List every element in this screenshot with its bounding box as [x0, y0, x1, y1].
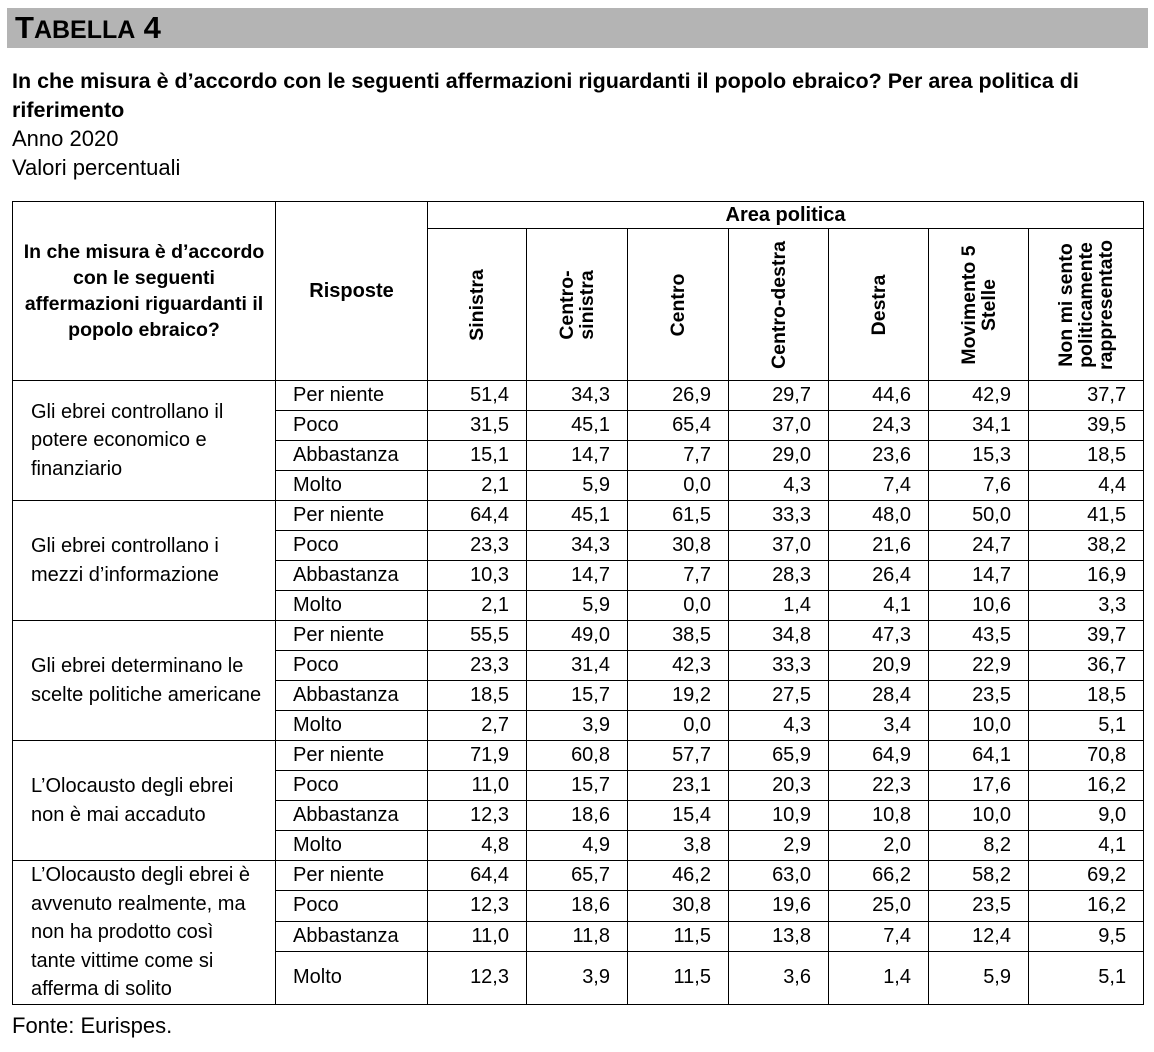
value-cell: 49,0 [527, 621, 628, 651]
table-row [13, 381, 1144, 411]
value-cell: 31,5 [428, 411, 527, 441]
value-cell: 14,7 [527, 441, 628, 471]
value-cell: 42,9 [929, 381, 1029, 411]
value-cell: 27,5 [729, 681, 829, 711]
value-cell: 5,9 [929, 951, 1029, 1004]
value-cell: 10,8 [829, 801, 929, 831]
header-question: In che misura è d’accordo con le seguenti affermazioni riguardanti il popolo ebraico? [13, 202, 276, 381]
column-header-label: Centro- sinistra [556, 269, 598, 340]
value-cell: 7,7 [628, 561, 729, 591]
value-cell: 4,9 [527, 831, 628, 861]
value-cell: 71,9 [428, 741, 527, 771]
column-header-label: Destra [867, 274, 890, 335]
column-header [729, 229, 829, 381]
value-cell: 26,4 [829, 561, 929, 591]
value-cell: 7,7 [628, 441, 729, 471]
value-cell: 10,6 [929, 591, 1029, 621]
value-cell: 22,9 [929, 651, 1029, 681]
value-cell: 28,4 [829, 681, 929, 711]
value-cell: 63,0 [729, 861, 829, 891]
value-cell: 69,2 [1029, 861, 1144, 891]
table-row [13, 621, 1144, 651]
value-cell: 2,9 [729, 831, 829, 861]
value-cell: 10,3 [428, 561, 527, 591]
value-cell: 48,0 [829, 501, 929, 531]
value-cell: 18,5 [1029, 441, 1144, 471]
value-cell: 12,3 [428, 801, 527, 831]
value-cell: 0,0 [628, 711, 729, 741]
column-header [428, 229, 527, 381]
column-header [628, 229, 729, 381]
answer-cell: Molto [276, 711, 428, 741]
value-cell: 15,4 [628, 801, 729, 831]
value-cell: 23,5 [929, 891, 1029, 921]
answer-cell: Abbastanza [276, 441, 428, 471]
value-cell: 5,1 [1029, 711, 1144, 741]
table-row [13, 741, 1144, 771]
value-cell: 65,4 [628, 411, 729, 441]
statement-cell: Gli ebrei controllano il potere economico e finanziario [13, 381, 276, 501]
value-cell: 4,1 [1029, 831, 1144, 861]
value-cell: 23,1 [628, 771, 729, 801]
value-cell: 65,9 [729, 741, 829, 771]
value-cell: 15,7 [527, 681, 628, 711]
value-cell: 20,9 [829, 651, 929, 681]
value-cell: 7,4 [829, 921, 929, 951]
value-cell: 12,3 [428, 951, 527, 1004]
value-cell: 19,6 [729, 891, 829, 921]
value-cell: 60,8 [527, 741, 628, 771]
value-cell: 47,3 [829, 621, 929, 651]
value-cell: 11,0 [428, 921, 527, 951]
value-cell: 51,4 [428, 381, 527, 411]
column-header-label: Centro [667, 273, 689, 336]
answer-cell: Poco [276, 651, 428, 681]
source-note: Fonte: Eurispes. [12, 1013, 173, 1038]
value-cell: 4,8 [428, 831, 527, 861]
value-cell: 18,6 [527, 891, 628, 921]
answer-cell: Poco [276, 531, 428, 561]
column-header [829, 229, 929, 381]
value-cell: 23,3 [428, 651, 527, 681]
table-title [15, 10, 161, 45]
value-cell: 11,8 [527, 921, 628, 951]
value-cell: 58,2 [929, 861, 1029, 891]
value-cell: 4,4 [1029, 471, 1144, 501]
value-cell: 2,1 [428, 471, 527, 501]
header-area: Area politica [428, 202, 1144, 229]
value-cell: 43,5 [929, 621, 1029, 651]
value-cell: 17,6 [929, 771, 1029, 801]
value-cell: 13,8 [729, 921, 829, 951]
value-cell: 11,0 [428, 771, 527, 801]
statement-cell: Gli ebrei determinano le scelte politiche americane [13, 621, 276, 741]
value-cell: 12,3 [428, 891, 527, 921]
value-cell: 28,3 [729, 561, 829, 591]
value-cell: 15,1 [428, 441, 527, 471]
value-cell: 18,6 [527, 801, 628, 831]
value-cell: 10,9 [729, 801, 829, 831]
value-cell: 11,5 [628, 921, 729, 951]
value-cell: 19,2 [628, 681, 729, 711]
column-header-label: Non mi sento politicamente rappresentato [1055, 239, 1118, 370]
value-cell: 10,0 [929, 711, 1029, 741]
answer-cell: Abbastanza [276, 561, 428, 591]
value-cell: 24,7 [929, 531, 1029, 561]
answer-cell: Abbastanza [276, 681, 428, 711]
value-cell: 39,5 [1029, 411, 1144, 441]
value-cell: 10,0 [929, 801, 1029, 831]
column-header-label: Sinistra [466, 268, 488, 341]
value-cell: 5,9 [527, 591, 628, 621]
data-table [12, 201, 1144, 1005]
column-header-label: Movimento 5 Stelle [957, 244, 1000, 365]
title-band [7, 8, 1148, 48]
value-cell: 3,4 [829, 711, 929, 741]
value-cell: 24,3 [829, 411, 929, 441]
column-header [1029, 229, 1144, 381]
answer-cell: Per niente [276, 381, 428, 411]
answer-cell: Abbastanza [276, 921, 428, 951]
answer-cell: Abbastanza [276, 801, 428, 831]
value-cell: 37,7 [1029, 381, 1144, 411]
value-cell: 50,0 [929, 501, 1029, 531]
value-cell: 4,3 [729, 471, 829, 501]
value-cell: 0,0 [628, 591, 729, 621]
table-header [13, 202, 1144, 381]
value-cell: 14,7 [527, 561, 628, 591]
title-rest: ABELLA [33, 16, 136, 44]
answer-cell: Per niente [276, 861, 428, 891]
value-cell: 4,1 [829, 591, 929, 621]
statement-cell: Gli ebrei controllano i mezzi d’informazione [13, 501, 276, 621]
answer-cell: Molto [276, 951, 428, 1004]
value-cell: 20,3 [729, 771, 829, 801]
value-cell: 42,3 [628, 651, 729, 681]
value-cell: 45,1 [527, 411, 628, 441]
value-cell: 21,6 [829, 531, 929, 561]
value-cell: 70,8 [1029, 741, 1144, 771]
value-cell: 9,0 [1029, 801, 1144, 831]
value-cell: 16,9 [1029, 561, 1144, 591]
value-cell: 12,4 [929, 921, 1029, 951]
title-initial: T [15, 10, 34, 45]
value-cell: 0,0 [628, 471, 729, 501]
value-cell: 2,7 [428, 711, 527, 741]
value-cell: 9,5 [1029, 921, 1144, 951]
table-body [13, 381, 1144, 1005]
year-label: Anno 2020 [12, 126, 119, 151]
value-cell: 29,7 [729, 381, 829, 411]
value-cell: 66,2 [829, 861, 929, 891]
value-cell: 36,7 [1029, 651, 1144, 681]
value-cell: 38,5 [628, 621, 729, 651]
value-cell: 16,2 [1029, 891, 1144, 921]
value-cell: 5,9 [527, 471, 628, 501]
value-cell: 23,5 [929, 681, 1029, 711]
answer-cell: Per niente [276, 621, 428, 651]
value-cell: 11,5 [628, 951, 729, 1004]
value-cell: 64,9 [829, 741, 929, 771]
value-cell: 3,8 [628, 831, 729, 861]
value-cell: 4,3 [729, 711, 829, 741]
value-cell: 7,6 [929, 471, 1029, 501]
value-cell: 64,1 [929, 741, 1029, 771]
value-cell: 37,0 [729, 411, 829, 441]
unit-label: Valori percentuali [12, 155, 181, 180]
value-cell: 18,5 [1029, 681, 1144, 711]
value-cell: 30,8 [628, 891, 729, 921]
statement-cell: L’Olocausto degli ebrei è avvenuto realmente, ma non ha prodotto così tante vittime come si afferma di solito [13, 861, 276, 1005]
value-cell: 64,4 [428, 501, 527, 531]
value-cell: 26,9 [628, 381, 729, 411]
value-cell: 61,5 [628, 501, 729, 531]
value-cell: 22,3 [829, 771, 929, 801]
column-header [527, 229, 628, 381]
value-cell: 16,2 [1029, 771, 1144, 801]
value-cell: 37,0 [729, 531, 829, 561]
title-number: 4 [143, 10, 161, 45]
value-cell: 7,4 [829, 471, 929, 501]
header-answers: Risposte [276, 202, 428, 381]
value-cell: 33,3 [729, 651, 829, 681]
value-cell: 31,4 [527, 651, 628, 681]
value-cell: 23,6 [829, 441, 929, 471]
value-cell: 34,3 [527, 531, 628, 561]
value-cell: 5,1 [1029, 951, 1144, 1004]
value-cell: 3,9 [527, 711, 628, 741]
answer-cell: Poco [276, 771, 428, 801]
answer-cell: Per niente [276, 501, 428, 531]
answer-cell: Molto [276, 831, 428, 861]
column-header [929, 229, 1029, 381]
value-cell: 23,3 [428, 531, 527, 561]
value-cell: 14,7 [929, 561, 1029, 591]
value-cell: 3,6 [729, 951, 829, 1004]
value-cell: 38,2 [1029, 531, 1144, 561]
answer-cell: Molto [276, 591, 428, 621]
value-cell: 15,3 [929, 441, 1029, 471]
value-cell: 18,5 [428, 681, 527, 711]
table-row [13, 861, 1144, 891]
value-cell: 45,1 [527, 501, 628, 531]
value-cell: 3,9 [527, 951, 628, 1004]
value-cell: 34,3 [527, 381, 628, 411]
value-cell: 39,7 [1029, 621, 1144, 651]
value-cell: 1,4 [729, 591, 829, 621]
value-cell: 3,3 [1029, 591, 1144, 621]
table-row [13, 501, 1144, 531]
value-cell: 15,7 [527, 771, 628, 801]
column-header-label: Centro-destra [767, 240, 790, 369]
answer-cell: Per niente [276, 741, 428, 771]
question-heading: In che misura è d’accordo con le seguenti affermazioni riguardanti il popolo ebraico? Per area politica di riferimento [12, 69, 1079, 122]
value-cell: 57,7 [628, 741, 729, 771]
value-cell: 2,1 [428, 591, 527, 621]
statement-cell: L’Olocausto degli ebrei non è mai accaduto [13, 741, 276, 861]
value-cell: 25,0 [829, 891, 929, 921]
value-cell: 44,6 [829, 381, 929, 411]
value-cell: 29,0 [729, 441, 829, 471]
value-cell: 64,4 [428, 861, 527, 891]
value-cell: 65,7 [527, 861, 628, 891]
value-cell: 33,3 [729, 501, 829, 531]
value-cell: 55,5 [428, 621, 527, 651]
value-cell: 46,2 [628, 861, 729, 891]
value-cell: 41,5 [1029, 501, 1144, 531]
answer-cell: Molto [276, 471, 428, 501]
value-cell: 30,8 [628, 531, 729, 561]
answer-cell: Poco [276, 411, 428, 441]
value-cell: 1,4 [829, 951, 929, 1004]
value-cell: 34,8 [729, 621, 829, 651]
answer-cell: Poco [276, 891, 428, 921]
value-cell: 34,1 [929, 411, 1029, 441]
value-cell: 8,2 [929, 831, 1029, 861]
value-cell: 2,0 [829, 831, 929, 861]
